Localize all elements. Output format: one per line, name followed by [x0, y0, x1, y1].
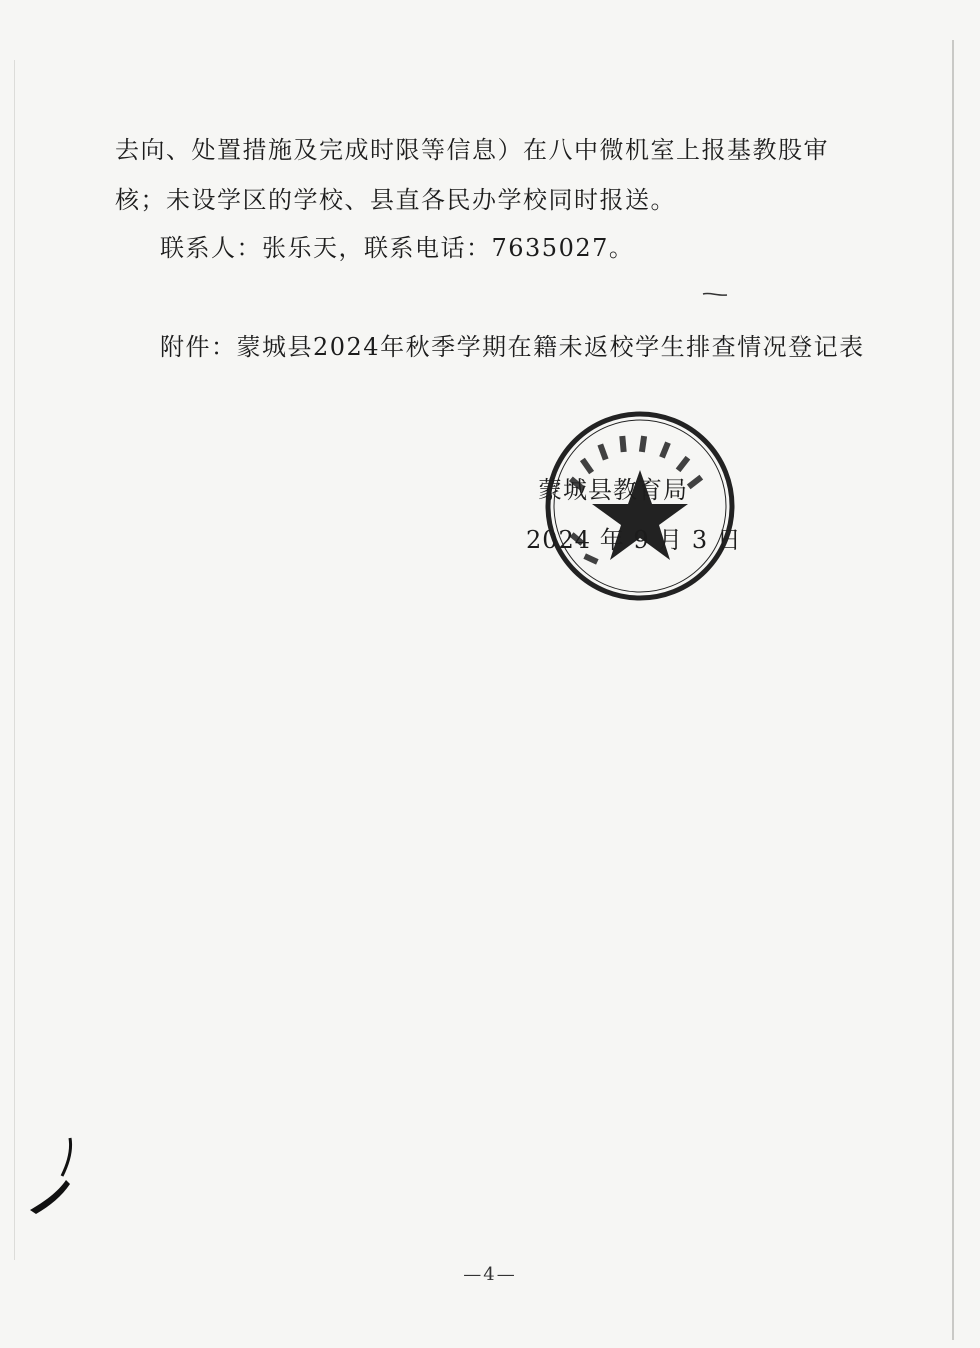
attachment-line: 附件：蒙城县2024年秋季学期在籍未返校学生排查情况登记表: [160, 333, 865, 361]
contact-line: 联系人：张乐天，联系电话：7635027。: [160, 234, 635, 262]
ink-dash-mark: [702, 290, 728, 300]
paragraph-line-2: 核；未设学区的学校、县直各民办学校同时报送。: [115, 186, 676, 214]
ink-smudge-mark: [22, 1130, 92, 1220]
paragraph-line-1: 去向、处置措施及完成时限等信息）在八中微机室上报基教股审: [115, 136, 829, 164]
official-seal-star-icon: [540, 406, 740, 606]
signature-date: 2024 年 9 月 3 日: [526, 526, 742, 554]
page-edge-left: [14, 60, 15, 1260]
signature-organization: 蒙城县教育局: [538, 476, 688, 504]
page-edge-right: [952, 40, 954, 1340]
page-number: —4—: [463, 1264, 517, 1285]
